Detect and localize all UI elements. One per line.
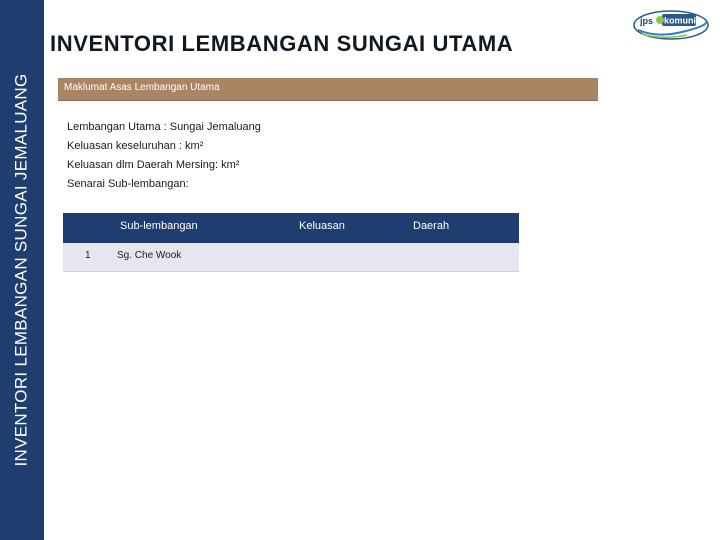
svg-text:komuniti: komuniti [664, 15, 702, 26]
side-title-text: INVENTORI LEMBANGAN SUNGAI JEMALUANG [12, 73, 31, 467]
table-row [63, 243, 519, 272]
table-header-subbasin: Sub-lembangan [120, 220, 198, 232]
side-title [0, 0, 44, 540]
table-header-district: Daerah [413, 220, 450, 232]
info-main-basin: Lembangan Utama : Sungai Jemaluang [67, 121, 261, 133]
section-bar-label: Maklumat Asas Lembangan Utama [64, 82, 220, 93]
svg-text:jps: jps [640, 16, 654, 26]
page-title: INVENTORI LEMBANGAN SUNGAI UTAMA [50, 31, 514, 56]
info-district-area: Keluasan dlm Daerah Mersing: km² [67, 159, 240, 171]
table-header-area: Keluasan [299, 220, 345, 232]
table-cell-subbasin: Sg. Che Wook [117, 250, 182, 261]
info-total-area: Keluasan keseluruhan : km² [67, 140, 204, 152]
section-bar [58, 78, 598, 101]
logo-graphic [632, 8, 710, 42]
jps-komuniti-logo [632, 8, 710, 42]
info-subbasin-list: Senarai Sub-lembangan: [67, 178, 189, 190]
basin-info [67, 118, 261, 194]
table-cell-no: 1 [85, 250, 91, 261]
table-header [63, 213, 519, 243]
